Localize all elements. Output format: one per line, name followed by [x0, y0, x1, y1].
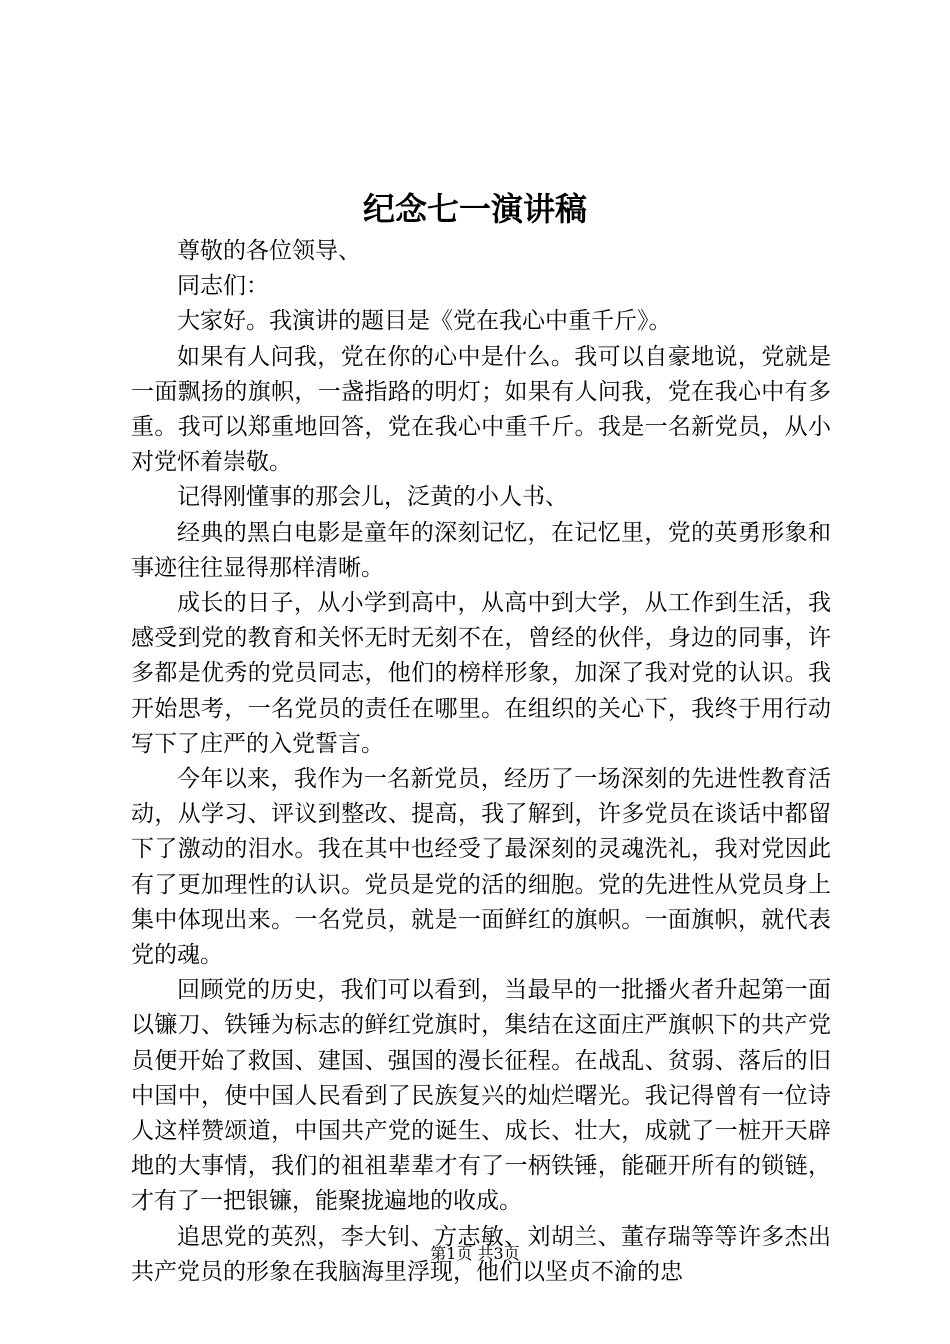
paragraph: 经典的黑白电影是童年的深刻记忆，在记忆里，党的英勇形象和事迹往往显得那样清晰。 [131, 519, 831, 581]
paragraph: 如果有人问我，党在你的心中是什么。我可以自豪地说，党就是一面飘扬的旗帜，一盏指路的明灯；如果有人问我，党在我心中有多重。我可以郑重地回答，党在我心中重千斤。我是一名新党员，从小对党怀着崇敬。 [131, 343, 831, 476]
paragraph: 记得刚懂事的那会儿，泛黄的小人书、 [177, 484, 568, 511]
paragraph: 追思党的英烈，李大钊、方志敏、刘胡兰、董存瑞等等许多杰出共产党员的形象在我脑海里浮现，他们以坚贞不渝的忠 [131, 1223, 831, 1285]
page-number-footer: 第1页 共3页 [430, 1244, 520, 1263]
paragraph: 成长的日子，从小学到高中，从高中到大学，从工作到生活，我感受到党的教育和关怀无时无刻不在，曾经的伙伴，身边的同事，许多都是优秀的党员同志，他们的榜样形象，加深了我对党的认识。我开始思考，一名党员的责任在哪里。在组织的关心下，我终于用行动写下了庄严的入党誓言。 [131, 590, 831, 757]
paragraph-salutation-1: 尊敬的各位领导、 [177, 238, 361, 264]
paragraph: 回顾党的历史，我们可以看到，当最早的一批播火者升起第一面以镰刀、铁锤为标志的鲜红党旗时，集结在这面庄严旗帜下的共产党员便开始了救国、建国、强国的漫长征程。在战乱、贫弱、落后的旧中国中，使中国人民看到了民族复兴的灿烂曙光。我记得曾有一位诗人这样赞颂道，中国共产党的诞生、成长、壮大，成就了一桩开天辟地的大事情，我们的祖祖辈辈才有了一柄铁锤，能砸开所有的锁链，才有了一把银镰，能聚拢遍地的收成。 [131, 977, 831, 1215]
document-body [131, 234, 831, 1290]
paragraph: 今年以来，我作为一名新党员，经历了一场深刻的先进性教育活动，从学习、评议到整改、提高，我了解到，许多党员在谈话中都留下了激动的泪水。我在其中也经受了最深刻的灵魂洗礼，我对党因此有了更加理性的认识。党员是党的活的细胞。党的先进性从党员身上集中体现出来。一名党员，就是一面鲜红的旗帜。一面旗帜，就代表党的魂。 [131, 766, 831, 969]
paragraph-salutation-2: 同志们： [177, 273, 269, 300]
document-title: 纪念七一演讲稿 [362, 190, 587, 228]
paragraph-greeting: 大家好。我演讲的题目是《党在我心中重千斤》。 [177, 308, 672, 335]
